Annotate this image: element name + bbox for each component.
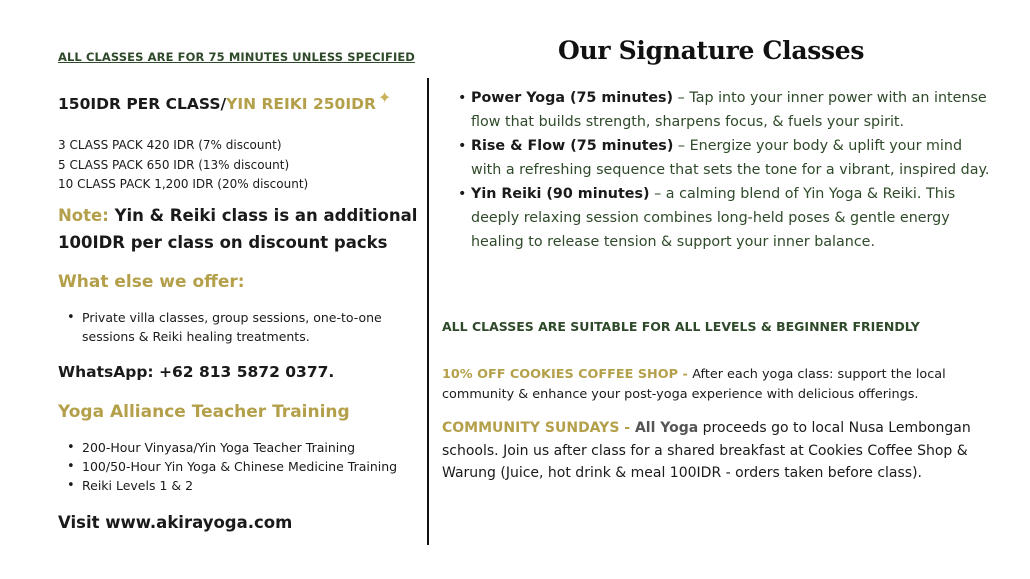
note-text: Yin & Reiki class is an additional 100IDR per class on discount packs (58, 206, 418, 252)
sundays-highlight: All Yoga (634, 420, 699, 436)
list-item: • Reiki Levels 1 & 2 (58, 476, 420, 495)
list-item (456, 86, 996, 134)
class-description: – Energize your body & uplift your mind with a refreshing sequence that sets the tone for a vibrant, inspired day. (471, 138, 990, 178)
sundays-text: proceeds go to local Nusa Lembongan schools. Join us after class for a shared breakfast at Cookies Coffee Shop & Warung (Juice, hot drink & meal 100IDR - orders taken before class). (442, 420, 971, 481)
class-description: – Tap into your inner power with an intense flow that builds strength, sharpens focus, & fuels your spirit. (471, 90, 987, 130)
levels-notice: ALL CLASSES ARE SUITABLE FOR ALL LEVELS & BEGINNER FRIENDLY (442, 319, 920, 334)
discount-note (58, 202, 420, 256)
page-title: Our Signature Classes (558, 36, 865, 65)
cookies-offer (442, 365, 987, 405)
price-line (58, 88, 392, 113)
community-sundays (442, 417, 987, 485)
class-packs (58, 136, 308, 195)
list-item (456, 134, 996, 182)
class-pack-item: 5 CLASS PACK 650 IDR (13% discount) (58, 157, 290, 172)
offer-list (58, 308, 398, 346)
training-heading: Yoga Alliance Teacher Training (58, 402, 350, 422)
cookies-label: 10% OFF COOKIES COFFEE SHOP - (442, 367, 693, 382)
whatsapp-contact: WhatsApp: +62 813 5872 0377. (58, 363, 335, 381)
offer-heading: What else we offer: (58, 272, 245, 292)
list-item: • 200-Hour Vinyasa/Yin Yoga Teacher Training (58, 438, 420, 457)
note-label: Note: (58, 206, 109, 225)
class-name: Power Yoga (75 minutes) (471, 90, 674, 106)
cookies-text: After each yoga class: support the local community & enhance your post-yoga experience with delicious offerings. (442, 367, 946, 402)
column-divider (427, 78, 429, 545)
sparkle-icon: ✦ (377, 88, 392, 107)
list-item: • 100/50-Hour Yin Yoga & Chinese Medicine Training (58, 457, 420, 476)
class-name: Yin Reiki (90 minutes) (471, 186, 650, 202)
class-pack-item: 10 CLASS PACK 1,200 IDR (20% discount) (58, 177, 309, 191)
signature-classes-list (456, 86, 996, 254)
duration-notice: ALL CLASSES ARE FOR 75 MINUTES UNLESS SPECIFIED (58, 50, 415, 64)
class-pack-item: 3 CLASS PACK 420 IDR (7% discount) (58, 138, 282, 152)
list-item (456, 182, 996, 254)
sundays-label: COMMUNITY SUNDAYS - (442, 420, 635, 436)
class-name: Rise & Flow (75 minutes) (471, 138, 674, 154)
class-description: – a calming blend of Yin Yoga & Reiki. This deeply relaxing session combines long-held poses & gentle energy healing to release tension & support your inner balance. (471, 186, 956, 250)
list-item: • Private villa classes, group sessions, one-to-one sessions & Reiki healing treatments. (58, 308, 398, 346)
website-line: Visit www.akirayoga.com (58, 513, 293, 532)
price-highlight: YIN REIKI 250IDR (226, 95, 376, 113)
training-list (58, 438, 420, 495)
price-main: 150IDR PER CLASS/ (58, 95, 227, 113)
